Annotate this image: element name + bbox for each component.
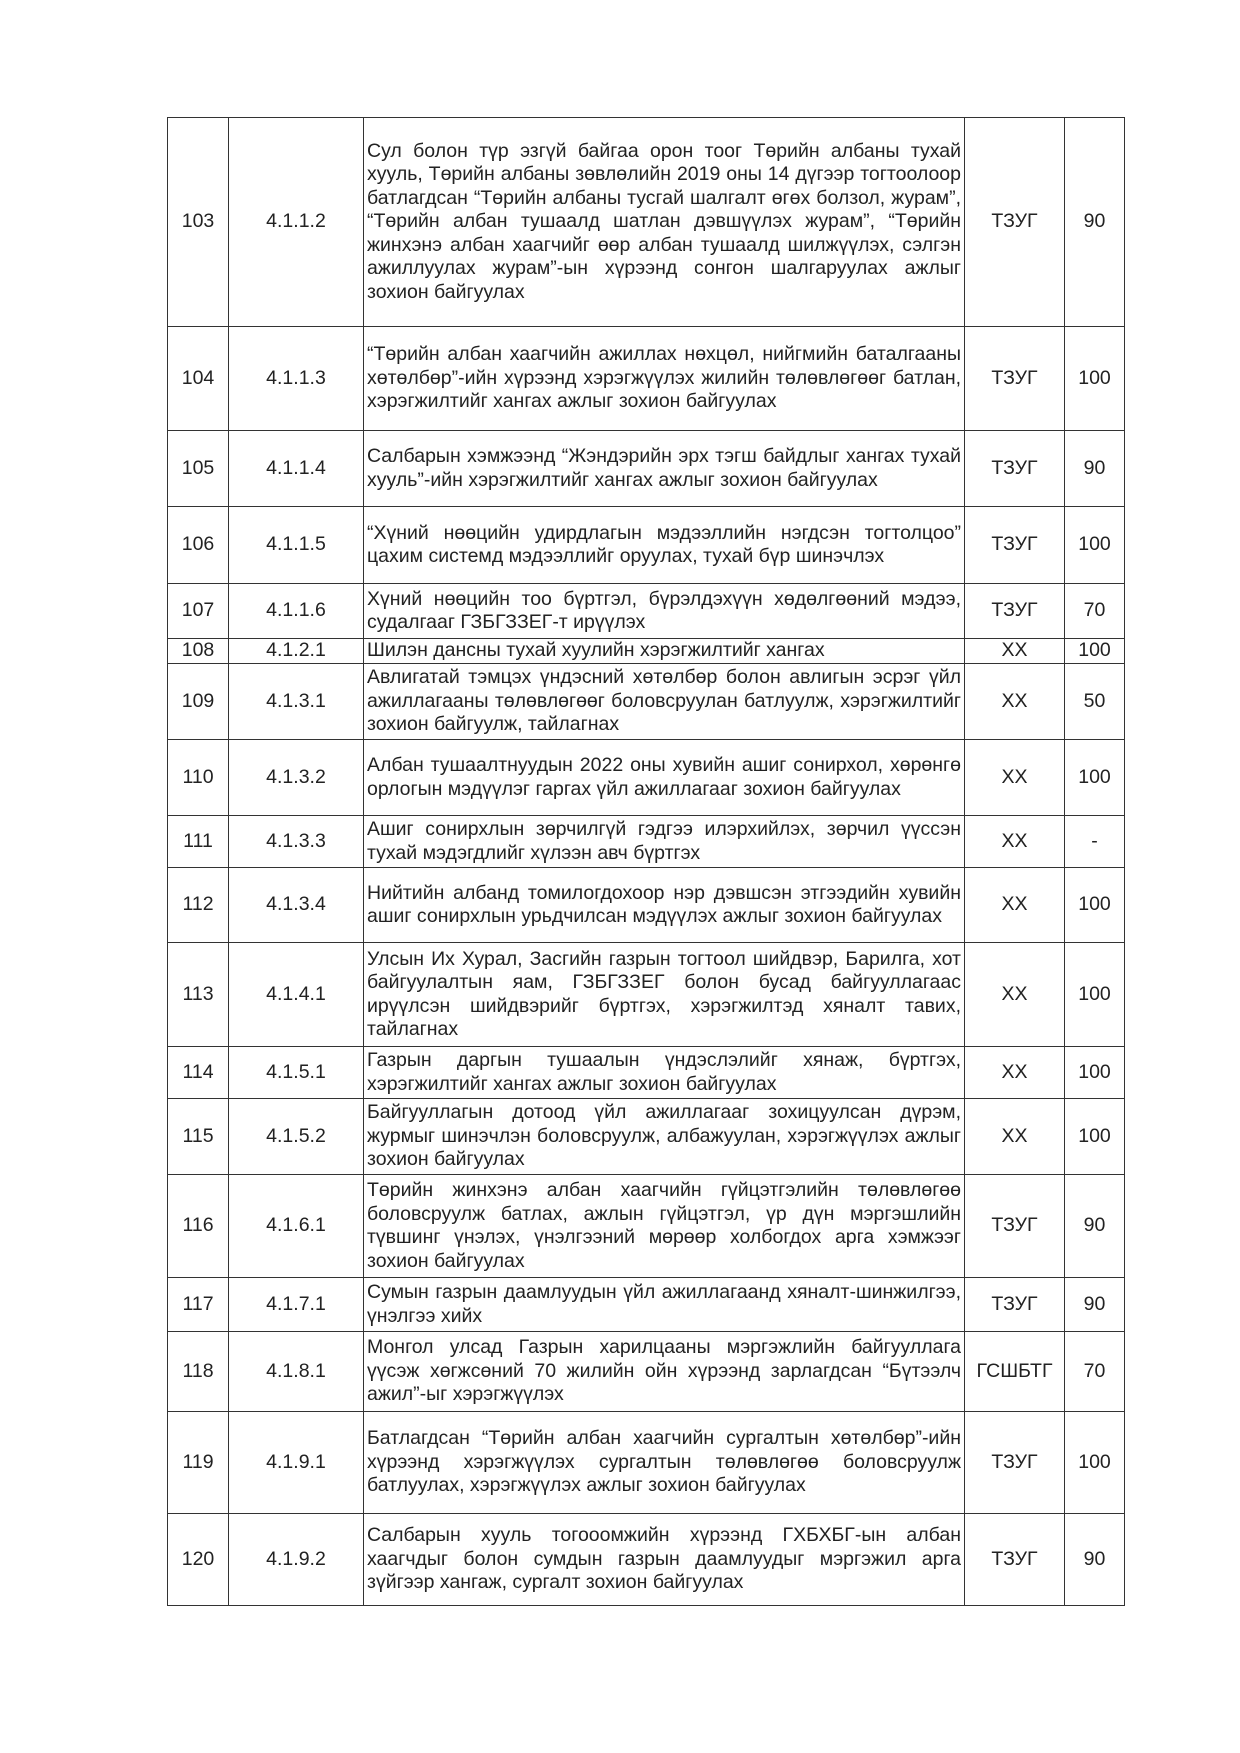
- row-number: 103: [168, 118, 229, 327]
- table-row: [168, 507, 1125, 584]
- row-percent: 100: [1065, 1412, 1125, 1514]
- row-code: 4.1.9.1: [229, 1412, 364, 1514]
- row-code: 4.1.1.5: [229, 507, 364, 584]
- row-unit: ГСШБТГ: [965, 1332, 1065, 1412]
- row-activity: Улсын Их Хурал, Засгийн газрын тогтоол шийдвэр, Барилга, хот байгуулалтын яам, ГЗБГЗЗЕГ болон бусад байгууллагаас ирүүлсэн шийдвэрийг бүртгэх, хэрэгжилтэд хяналт тавих, тайлагнах: [364, 943, 965, 1047]
- row-number: 105: [168, 431, 229, 507]
- table-row: [168, 1332, 1125, 1412]
- table-row: [168, 1514, 1125, 1606]
- table-row: [168, 639, 1125, 664]
- row-unit: ТЗУГ: [965, 1175, 1065, 1278]
- row-number: 104: [168, 327, 229, 431]
- table-row: [168, 1175, 1125, 1278]
- row-code: 4.1.2.1: [229, 639, 364, 664]
- row-unit: ТЗУГ: [965, 327, 1065, 431]
- row-unit: ХХ: [965, 816, 1065, 868]
- table-row: [168, 816, 1125, 868]
- row-percent: -: [1065, 816, 1125, 868]
- row-code: 4.1.1.3: [229, 327, 364, 431]
- row-activity: Ашиг сонирхлын зөрчилгүй гэдгээ илэрхийлэх, зөрчил үүссэн тухай мэдэгдлийг хүлээн авч бүртгэх: [364, 816, 965, 868]
- row-unit: ТЗУГ: [965, 118, 1065, 327]
- table-row: [168, 868, 1125, 943]
- row-activity: Салбарын хууль тогооомжийн хүрээнд ГХБХБГ-ын албан хаагчдыг болон сумдын газрын даамлуудыг мэргэжил арга зүйгээр хангаж, сургалт зохион байгуулах: [364, 1514, 965, 1606]
- row-unit: ХХ: [965, 1099, 1065, 1175]
- action-plan-table: [167, 117, 1125, 1606]
- row-percent: 100: [1065, 943, 1125, 1047]
- row-percent: 100: [1065, 868, 1125, 943]
- row-unit: ХХ: [965, 1047, 1065, 1099]
- row-activity: Авлигатай тэмцэх үндэсний хөтөлбөр болон авлигын эсрэг үйл ажиллагааны төлөвлөгөөг боловсруулан батлуулж, хэрэгжилтийг зохион байгуулж, тайлагнах: [364, 664, 965, 740]
- row-activity: Албан тушаалтнуудын 2022 оны хувийн ашиг сонирхол, хөрөнгө орлогын мэдүүлэг гаргах үйл ажиллагааг зохион байгуулах: [364, 740, 965, 816]
- row-number: 109: [168, 664, 229, 740]
- row-code: 4.1.8.1: [229, 1332, 364, 1412]
- row-unit: ТЗУГ: [965, 1278, 1065, 1332]
- row-unit: ХХ: [965, 740, 1065, 816]
- table-row: [168, 584, 1125, 639]
- row-number: 112: [168, 868, 229, 943]
- table-row: [168, 1099, 1125, 1175]
- row-number: 116: [168, 1175, 229, 1278]
- row-activity: Шилэн дансны тухай хуулийн хэрэгжилтийг хангах: [364, 639, 965, 664]
- row-code: 4.1.1.6: [229, 584, 364, 639]
- table-row: [168, 943, 1125, 1047]
- table-row: [168, 1278, 1125, 1332]
- row-code: 4.1.5.1: [229, 1047, 364, 1099]
- row-activity: Нийтийн албанд томилогдохоор нэр дэвшсэн этгээдийн хувийн ашиг сонирхлын урьдчилсан мэдүүлэх ажлыг зохион байгуулах: [364, 868, 965, 943]
- row-number: 119: [168, 1412, 229, 1514]
- row-percent: 70: [1065, 1332, 1125, 1412]
- table-row: [168, 664, 1125, 740]
- row-number: 110: [168, 740, 229, 816]
- row-activity: “Хүний нөөцийн удирдлагын мэдээллийн нэгдсэн тогтолцоо” цахим системд мэдээллийг оруулах, тухай бүр шинэчлэх: [364, 507, 965, 584]
- row-unit: ХХ: [965, 639, 1065, 664]
- row-number: 114: [168, 1047, 229, 1099]
- row-code: 4.1.7.1: [229, 1278, 364, 1332]
- row-unit: ХХ: [965, 943, 1065, 1047]
- row-number: 108: [168, 639, 229, 664]
- row-number: 107: [168, 584, 229, 639]
- row-code: 4.1.1.4: [229, 431, 364, 507]
- row-percent: 100: [1065, 327, 1125, 431]
- row-percent: 50: [1065, 664, 1125, 740]
- row-percent: 90: [1065, 1514, 1125, 1606]
- row-percent: 100: [1065, 507, 1125, 584]
- table-row: [168, 431, 1125, 507]
- row-unit: ТЗУГ: [965, 1412, 1065, 1514]
- row-number: 118: [168, 1332, 229, 1412]
- row-percent: 90: [1065, 118, 1125, 327]
- table-row: [168, 1412, 1125, 1514]
- row-activity: Монгол улсад Газрын харилцааны мэргэжлийн байгууллага үүсэж хөгжсөний 70 жилийн ойн хүрээнд зарлагдсан “Бүтээлч ажил”-ыг хэрэгжүүлэх: [364, 1332, 965, 1412]
- row-number: 120: [168, 1514, 229, 1606]
- row-activity: Сул болон түр эзгүй байгаа орон тоог Төрийн албаны тухай хууль, Төрийн албаны зөвлөлийн 2019 оны 14 дүгээр тогтоолоор батлагдсан “Төрийн албаны тусгай шалгалт өгөх болзол, журам”, “Төрийн албан тушаалд шатлан дэвшүүлэх журам”, “Төрийн жинхэнэ албан хаагчийг өөр албан тушаалд шилжүүлэх, сэлгэн ажиллуулах журам”-ын хүрээнд сонгон шалгаруулах ажлыг зохион байгуулах: [364, 118, 965, 327]
- row-number: 106: [168, 507, 229, 584]
- row-code: 4.1.4.1: [229, 943, 364, 1047]
- row-activity: Хүний нөөцийн тоо бүртгэл, бүрэлдэхүүн хөдөлгөөний мэдээ, судалгааг ГЗБГЗЗЕГ-т ирүүлэх: [364, 584, 965, 639]
- row-unit: ТЗУГ: [965, 431, 1065, 507]
- row-activity: Төрийн жинхэнэ албан хаагчийн гүйцэтгэлийн төлөвлөгөө боловсруулж батлах, ажлын гүйцэтгэл, үр дүн мэргэшлийн түвшинг үнэлэх, үнэлгээний мөрөөр холбогдох арга хэмжээг зохион байгуулах: [364, 1175, 965, 1278]
- row-percent: 100: [1065, 740, 1125, 816]
- row-unit: ТЗУГ: [965, 584, 1065, 639]
- row-number: 111: [168, 816, 229, 868]
- row-percent: 100: [1065, 639, 1125, 664]
- row-code: 4.1.6.1: [229, 1175, 364, 1278]
- row-code: 4.1.9.2: [229, 1514, 364, 1606]
- row-number: 113: [168, 943, 229, 1047]
- row-percent: 100: [1065, 1099, 1125, 1175]
- row-number: 117: [168, 1278, 229, 1332]
- row-percent: 100: [1065, 1047, 1125, 1099]
- row-unit: ХХ: [965, 868, 1065, 943]
- row-code: 4.1.3.2: [229, 740, 364, 816]
- row-code: 4.1.3.4: [229, 868, 364, 943]
- row-code: 4.1.3.3: [229, 816, 364, 868]
- table-row: [168, 118, 1125, 327]
- row-activity: Салбарын хэмжээнд “Жэндэрийн эрх тэгш байдлыг хангах тухай хууль”-ийн хэрэгжилтийг хангах ажлыг зохион байгуулах: [364, 431, 965, 507]
- row-percent: 70: [1065, 584, 1125, 639]
- row-activity: Батлагдсан “Төрийн албан хаагчийн сургалтын хөтөлбөр”-ийн хүрээнд хэрэгжүүлэх сургалтын төлөвлөгөө боловсруулж батлуулах, хэрэгжүүлэх ажлыг зохион байгуулах: [364, 1412, 965, 1514]
- row-percent: 90: [1065, 1175, 1125, 1278]
- row-unit: ТЗУГ: [965, 507, 1065, 584]
- table-row: [168, 1047, 1125, 1099]
- row-activity: Газрын даргын тушаалын үндэслэлийг хянаж, бүртгэх, хэрэгжилтийг хангах ажлыг зохион байгуулах: [364, 1047, 965, 1099]
- table-row: [168, 327, 1125, 431]
- table-row: [168, 740, 1125, 816]
- row-percent: 90: [1065, 1278, 1125, 1332]
- row-code: 4.1.3.1: [229, 664, 364, 740]
- row-unit: ХХ: [965, 664, 1065, 740]
- row-percent: 90: [1065, 431, 1125, 507]
- row-unit: ТЗУГ: [965, 1514, 1065, 1606]
- row-number: 115: [168, 1099, 229, 1175]
- row-activity: Сумын газрын даамлуудын үйл ажиллагаанд хяналт-шинжилгээ, үнэлгээ хийх: [364, 1278, 965, 1332]
- row-activity: “Төрийн албан хаагчийн ажиллах нөхцөл, нийгмийн баталгааны хөтөлбөр”-ийн хүрээнд хэрэгжүүлэх жилийн төлөвлөгөөг батлан, хэрэгжилтийг хангах ажлыг зохион байгуулах: [364, 327, 965, 431]
- row-code: 4.1.5.2: [229, 1099, 364, 1175]
- row-activity: Байгууллагын дотоод үйл ажиллагааг зохицуулсан дүрэм, журмыг шинэчлэн боловсруулж, албажуулан, хэрэгжүүлэх ажлыг зохион байгуулах: [364, 1099, 965, 1175]
- row-code: 4.1.1.2: [229, 118, 364, 327]
